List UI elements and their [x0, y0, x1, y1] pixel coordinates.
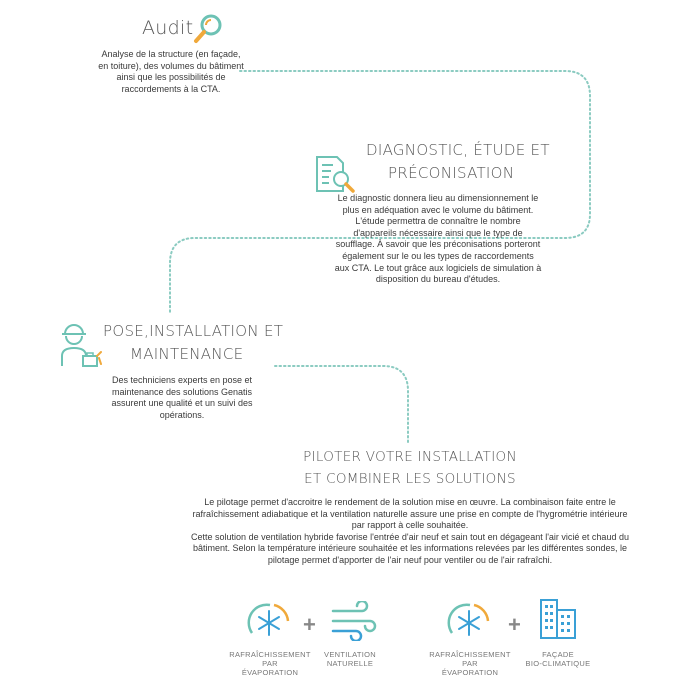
snowflake-icon [244, 599, 294, 643]
label-rafraichissement-1: RAFRAÎCHISSEMENT PAR ÉVAPORATION [229, 650, 311, 677]
document-search-icon [313, 153, 357, 197]
piloter-paragraph-1: Le pilotage permet d'accroitre le rendement de la solution mise en œuvre. La combinaison faite entre le rafraîchissement adiabatique et la ventilation naturelle assure une prise en compte de l'hygrométrie intérieure par rapport à celle souhaitée. [192, 497, 628, 531]
piloter-title: PILOTER VOTRE INSTALLATION ET COMBINER LES SOLUTIONS [303, 449, 517, 487]
diagnostic-text: Le diagnostic donnera lieu au dimensionnement le plus en adéquation avec le volume du bâtiment. L'étude permettra de connaître le nombre d'appareils nécessaire ainsi que le type de soufflage. À savoir que les préconisations porteront également sur le ou les types de raccordements aux CTA. Le tout grâce aux logiciels de simulation à disposition du bureau d'études. [334, 193, 542, 285]
building-icon [537, 596, 579, 640]
label-facade: FAÇADE BIO-CLIMATIQUE [525, 650, 591, 668]
pose-title: POSE,INSTALLATION ET MAINTENANCE [103, 322, 284, 363]
magnifier-icon [193, 12, 225, 44]
piloter-paragraph-2: Cette solution de ventilation hybride favorise l'entrée d'air neuf et sain tout en dégageant l'air vicié et chaud du bâtiment. Selon la température intérieure souhaitée et les informations relevées par les différentes sondes, le pilotage permet d'apporter de l'air neuf pour ventiler ou de l'air rafraîchi. [191, 531, 629, 565]
diagnostic-title: DIAGNOSTIC, ÉTUDE ET PRÉCONISATION [366, 141, 550, 182]
label-rafraichissement-2: RAFRAÎCHISSEMENT PAR ÉVAPORATION [429, 650, 511, 677]
snowflake-icon [444, 599, 494, 643]
piloter-text [190, 497, 630, 567]
wind-icon [330, 601, 378, 641]
audit-text: Analyse de la structure (en façade, en toiture), des volumes du bâtiment ainsi que les possibilités de raccordements à la CTA. [98, 49, 244, 94]
pose-text: Des techniciens experts en pose et maintenance des solutions Genatis assurent une qualité et un suivi des opérations. [111, 375, 253, 420]
label-ventilation: VENTILATION NATURELLE [324, 650, 376, 668]
plus-sign-2: + [508, 612, 521, 637]
plus-sign-1: + [303, 612, 316, 637]
audit-title: Audit [142, 17, 194, 39]
technician-icon [60, 322, 102, 370]
